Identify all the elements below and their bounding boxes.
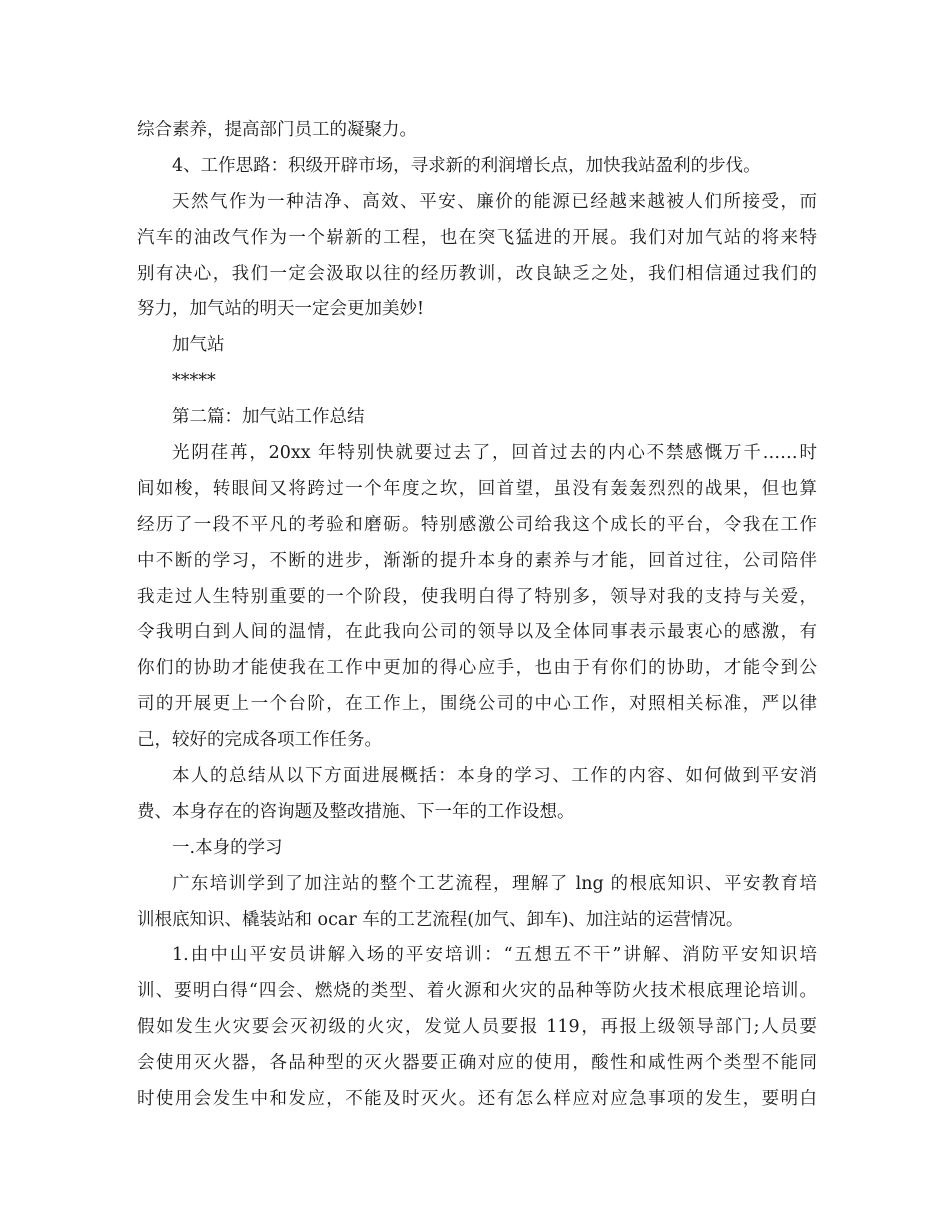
document-body <box>137 113 817 1118</box>
text-line: 别有决心，我们一定会汲取以往的经历教训，改良缺乏之处，我们相信通过我们的 <box>137 263 817 284</box>
text-line: 中不断的学习，不断的进步，渐渐的提升本身的素养与才能，回首过往，公司陪伴 <box>137 550 817 571</box>
text-line: 汽车的油改气作为一个崭新的工程，也在突飞猛进的开展。我们对加气站的将来特 <box>137 227 817 248</box>
text-line: 广东培训学到了加注站的整个工艺流程，理解了 lng 的根底知识、平安教育培 <box>172 873 817 894</box>
text-line: 间如梭，转眼间又将跨过一个年度之坎，回首望，虽没有轰轰烈烈的战果，但也算 <box>137 478 817 499</box>
text-line: 司的开展更上一个台阶，在工作上，围绕公司的中心工作，对照相关标准，严以律 <box>137 694 817 715</box>
text-line: 1.由中山平安员讲解入场的平安培训：“五想五不干”讲解、消防平安知识培 <box>172 945 817 966</box>
text-line: 时使用会发生中和发应，不能及时灭火。还有怎么样应对应急事项的发生，要明白 <box>137 1089 817 1110</box>
text-line: 训、要明白得“四会、燃烧的类型、着火源和火灾的品种等防火技术根底理论培训。 <box>137 981 817 1002</box>
text-line: 本人的总结从以下方面进展概括：本身的学习、工作的内容、如何做到平安消 <box>172 766 817 787</box>
text-line: 4、工作思路：积级开辟市场，寻求新的利润增长点，加快我站盈利的步伐。 <box>172 155 761 176</box>
text-line: 你们的协助才能使我在工作中更加的得心应手，也由于有你们的协助，才能令到公 <box>137 658 817 679</box>
text-line: 经历了一段不平凡的考验和磨砺。特别感激公司给我这个成长的平台，令我在工作 <box>137 514 817 535</box>
text-line: 费、本身存在的咨询题及整改措施、下一年的工作设想。 <box>137 801 575 822</box>
text-line: 努力，加气站的明天一定会更加美妙! <box>137 299 425 320</box>
text-line: 综合素养，提高部门员工的凝聚力。 <box>137 120 417 140</box>
text-line: 会使用灭火器，各品种型的灭火器要正确对应的使用，酸性和咸性两个类型不能同 <box>137 1053 817 1074</box>
subsection-heading: 一.本身的学习 <box>172 837 283 858</box>
signature-line: 加气站 <box>172 335 225 356</box>
separator-line: ***** <box>172 371 216 392</box>
section-heading: 第二篇：加气站工作总结 <box>172 407 365 428</box>
text-line: 训根底知识、橇装站和 ocar 车的工艺流程(加气、卸车)、加注站的运营情况。 <box>137 909 744 930</box>
text-line: 光阴荏苒，20xx 年特别快就要过去了，回首过去的内心不禁感慨万千……时 <box>172 443 817 464</box>
text-line: 假如发生火灾要会灭初级的火灾，发觉人员要报 119，再报上级领导部门;人员要 <box>137 1017 817 1038</box>
text-line: 天然气作为一种洁净、高效、平安、廉价的能源已经越来越被人们所接受，而 <box>172 191 817 212</box>
text-line: 己，较好的完成各项工作任务。 <box>137 730 382 751</box>
text-line: 我走过人生特别重要的一个阶段，使我明白得了特别多，领导对我的支持与关爱， <box>137 586 817 607</box>
text-line: 令我明白到人间的温情，在此我向公司的领导以及全体同事表示最衷心的感激，有 <box>137 622 817 643</box>
